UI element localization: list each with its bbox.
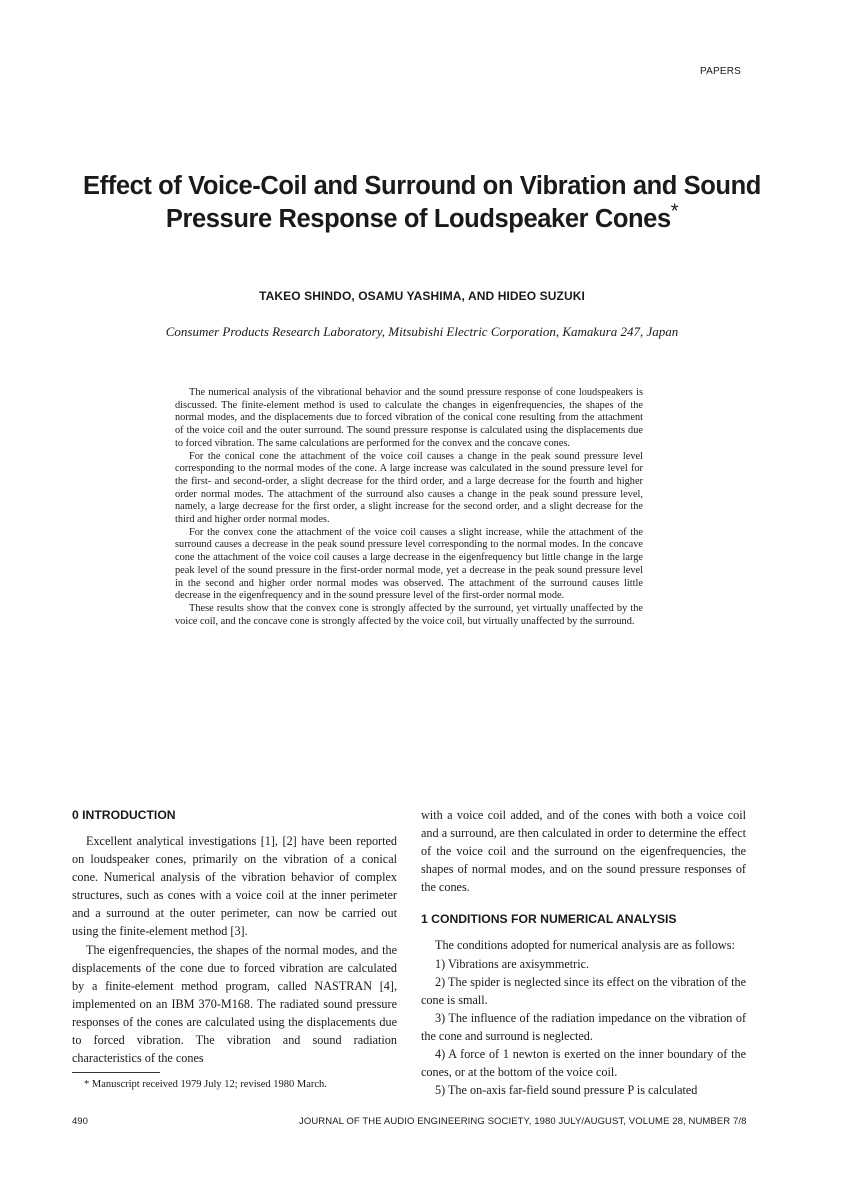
journal-footer: JOURNAL OF THE AUDIO ENGINEERING SOCIETY, 1980 JULY/AUGUST, VOLUME 28, NUMBER 7/8 — [299, 1116, 747, 1127]
affiliation: Consumer Products Research Laboratory, Mitsubishi Electric Corporation, Kamakura 247, Japan — [165, 324, 679, 339]
body-paragraph: Excellent analytical investigations [1], [2] have been reported on loudspeaker cones, primarily on the vibration of a conical cone. Numerical analysis of the vibration behavior of complex structures, such as cones with a voice coil at the inner perimeter and a surround at the outer perimeter, can now be carried out using the finite-element method [3]. — [72, 834, 397, 939]
list-item: 3) The influence of the radiation impedance on the vibration of the cone and surround is neglected. — [421, 1010, 746, 1043]
left-column — [72, 806, 397, 1067]
section-heading-introduction: 0 INTRODUCTION — [72, 808, 176, 822]
footnote-divider — [72, 1072, 160, 1073]
list-item: 2) The spider is neglected since its effect on the vibration of the cone is small. — [421, 974, 746, 1007]
paper-title — [40, 170, 804, 236]
author-list: TAKEO SHINDO, OSAMU YASHIMA, AND HIDEO SUZUKI — [259, 289, 585, 303]
right-column — [421, 806, 746, 1099]
abstract-paragraph: For the convex cone the attachment of the voice coil causes a slight increase, while the attachment of the surround causes a decrease in the peak sound pressure level corresponding to the normal modes. In the concave cone the attachment of the voice coil causes a large decrease in the eigenfrequency but little change in the large peak level of the sound pressure in the first-order normal mode, yet a decrease in the peak sound pressure level in the second and higher order normal modes was observed. The attachment of the surround causes little decrease in the eigenfrequency and in the sound pressure level of the first-order normal mode. — [175, 526, 643, 602]
paper-title-text: Effect of Voice-Coil and Surround on Vibration and Sound Pressure Response of Loudspeaker Cones — [83, 172, 761, 233]
conditions-list — [421, 955, 746, 1100]
body-paragraph: The conditions adopted for numerical analysis are as follows: — [435, 938, 735, 953]
list-item: 4) A force of 1 newton is exerted on the inner boundary of the cones, or at the bottom of the voice coil. — [421, 1047, 746, 1080]
section-label: PAPERS — [700, 66, 742, 77]
abstract-paragraph: These results show that the convex cone is strongly affected by the surround, yet virtually unaffected by the voice coil, and the concave cone is strongly affected by the voice coil, but virtually unaffected by the surround. — [175, 602, 643, 627]
abstract — [175, 387, 643, 628]
footnote: * Manuscript received 1979 July 12; revised 1980 March. — [84, 1079, 327, 1090]
body-paragraph: with a voice coil added, and of the cones with both a voice coil and a surround, are then calculated in order to determine the effect of the voice coil and the surround on the eigenfrequencies, the shapes of normal modes, and on the sound pressure responses of the cones. — [421, 808, 746, 895]
abstract-paragraph: The numerical analysis of the vibrational behavior and the sound pressure response of cone loudspeakers is discussed. The finite-element method is used to calculate the changes in eigenfrequencies, the shapes of the normal modes, and the displacements due to forced vibration of the conical cone resulting from the attachment of the voice coil and the outer surround. The sound pressure response is calculated using the displacements due to forced vibration. The same calculations are performed for the convex and the concave cones. — [175, 387, 643, 449]
body-paragraph: The eigenfrequencies, the shapes of the normal modes, and the displacements of the cone due to forced vibration are calculated by a finite-element method program, called NASTRAN [4], implemented on an IBM 370-M168. The radiated sound pressure responses of the cones are calculated using the displacements due to forced vibration. The vibration and sound radiation characteristics of the cones — [72, 942, 397, 1066]
list-item: 5) The on-axis far-field sound pressure P is calculated — [435, 1083, 698, 1098]
page-number: 490 — [72, 1116, 88, 1127]
list-item: 1) Vibrations are axisymmetric. — [435, 956, 590, 971]
abstract-paragraph: For the conical cone the attachment of the voice coil causes a change in the peak sound pressure level corresponding to the normal modes of the cone. A large increase was calculated in the sound pressure level for the first- and second-order, a slight decrease for the third order, and a large decrease for the fourth and higher order normal modes. The attachment of the surround also causes a change in the peak sound pressure level, namely, a large decrease for the first order, a slight increase for the second order, and a slight decrease for the third and higher order normal modes. — [175, 450, 643, 526]
title-footnote-marker: * — [670, 200, 679, 223]
section-heading-conditions: 1 CONDITIONS FOR NUMERICAL ANALYSIS — [421, 912, 677, 927]
